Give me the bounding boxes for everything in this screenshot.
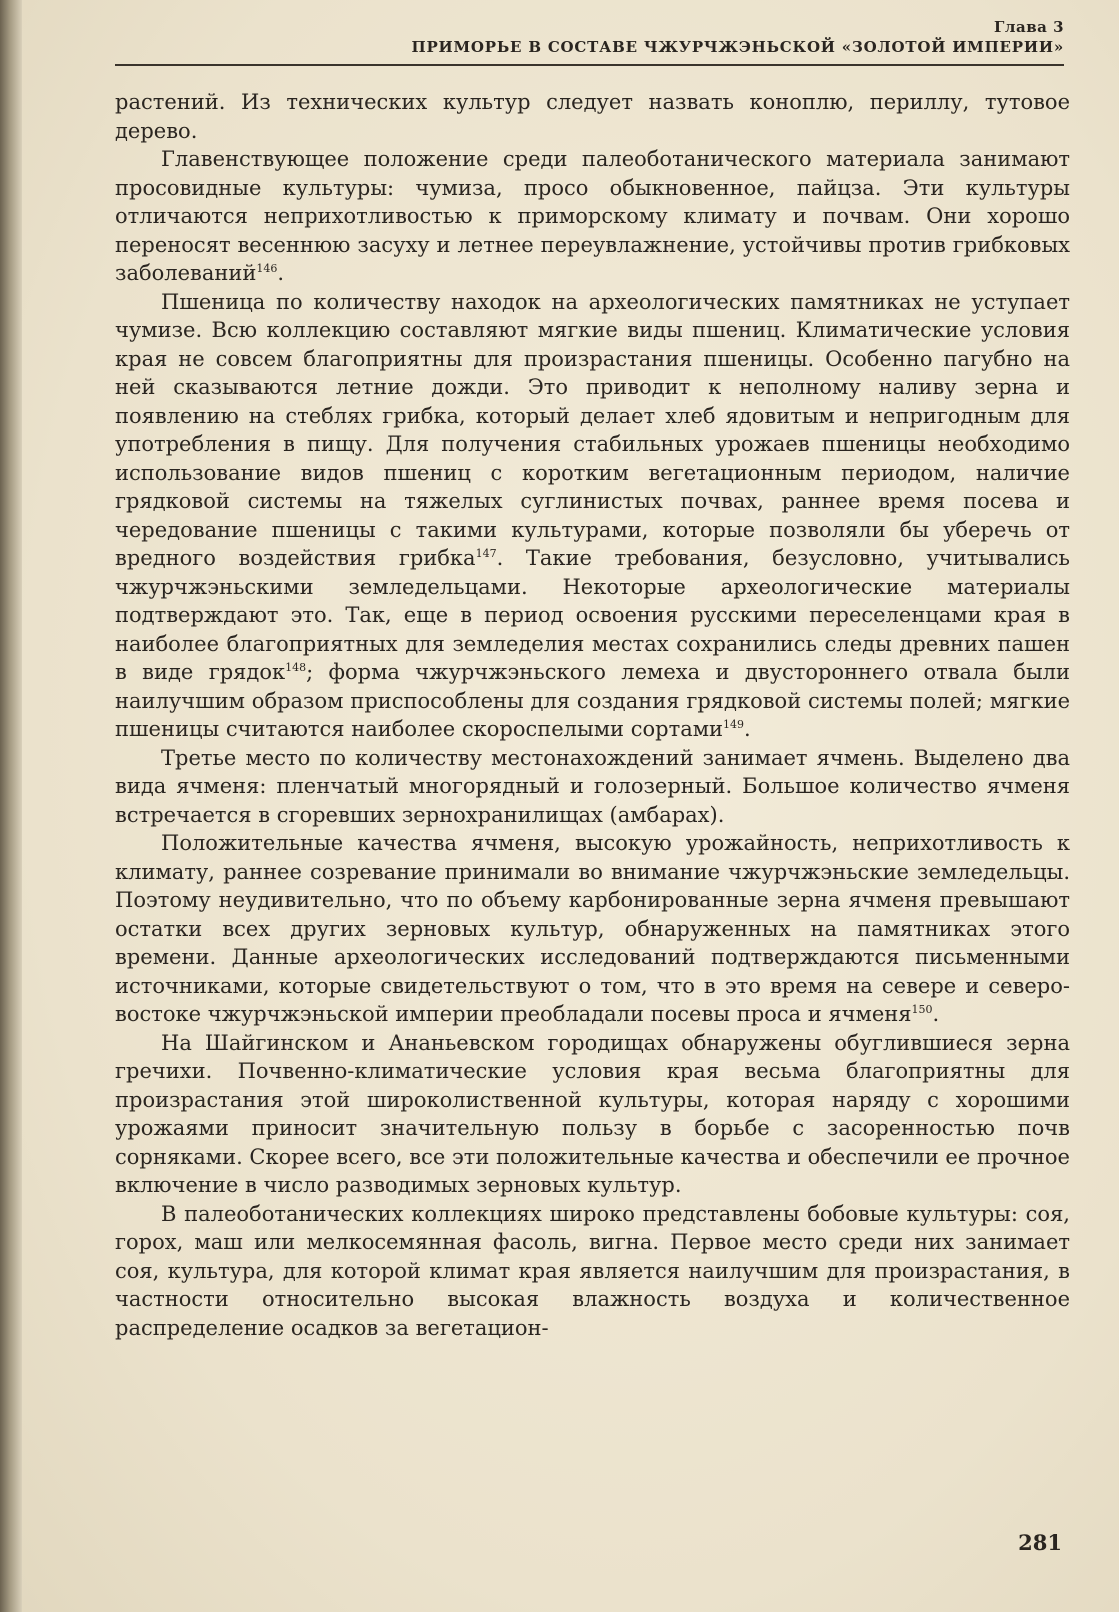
paragraph-2 [115,145,1070,288]
book-spine-shadow [0,0,22,1612]
paragraph-3-text-c: ; форма чжурчжэньского лемеха и двустороннего отвала были наилучшим образом приспособлены для создания грядковой системы полей; мягкие пшеницы считаются наиболее скороспелыми сортами [115,660,1070,741]
running-title: ПРИМОРЬЕ В СОСТАВЕ ЧЖУРЧЖЭНЬСКОЙ «ЗОЛОТОЙ ИМПЕРИИ» [411,38,1064,56]
paragraph-7-text: В палеоботанических коллекциях широко представлены бобовые культуры: соя, горох, маш или мелкосемянная фасоль, вигна. Первое место среди них занимает соя, культура, для которой климат края является наилучшим для произрастания, в частности относительно высокая влажность воздуха и количественное распределение осадков за вегетацион- [115,1201,1070,1340]
footnote-ref-146: 146 [256,262,278,275]
paragraph-6-text: На Шайгинском и Ананьевском городищах обнаружены обуглившиеся зерна гречихи. Почвенно-климатические условия края весьма благоприятны для произрастания этой широколиственной культуры, которая наряду с хорошими урожаями приносит значительную пользу в борьбе с засоренностью почв сорняками. Скорее всего, все эти положительные качества и обеспечили ее прочное включение в число разводимых зерновых культур. [115,1030,1070,1197]
footnote-ref-147: 147 [475,547,497,560]
paragraph-3-text-d: . [744,717,751,741]
paragraph-3-text-b: . Такие требования, безусловно, учитывались чжурчжэньскими земледельцами. Некоторые археологические материалы подтверждают это. Так, еще в период освоения русскими переселенцами края в наиболее благоприятных для земледелия местах сохранились следы древних пашен в виде грядок [115,546,1070,684]
footnote-ref-149: 149 [723,718,745,731]
body-text [115,88,1070,1342]
paragraph-7 [115,1200,1070,1343]
paragraph-2-text: Главенствующее положение среди палеоботанического материала занимают просовидные культуры: чумиза, просо обыкновенное, пайцза. Эти культуры отличаются неприхотливостью к приморскому климату и почвам. Они хорошо переносят весеннюю засуху и летнее переувлажнение, устойчивы против грибковых заболеваний [115,147,1070,285]
paragraph-4 [115,744,1070,830]
page-header [115,18,1064,68]
paragraph-5-text: Положительные качества ячменя, высокую урожайность, неприхотливость к климату, раннее созревание принимали во внимание чжурчжэньские земледельцы. Поэтому неудивительно, что по объему карбонированные зерна ячменя превышают остатки всех других зерновых культур, обнаруженных на памятниках этого времени. Данные археологических исследований подтверждаются письменными источниками, которые свидетельствуют о том, что в это время на севере и северо-востоке чжурчжэньской империи преобладали посевы проса и ячменя [115,831,1070,1026]
paragraph-4-text: Третье место по количеству местонахождений занимает ячмень. Выделено два вида ячменя: пленчатый многорядный и голозерный. Большое количество ячменя встречается в сгоревших зернохранилищах (амбарах). [115,745,1070,827]
paragraph-1-text: растений. Из технических культур следует назвать коноплю, периллу, тутовое дерево. [115,90,1070,143]
paragraph-1 [115,88,1070,145]
page-number: 281 [1018,1530,1062,1555]
paragraph-3 [115,288,1070,744]
paragraph-5-end: . [932,1002,940,1026]
chapter-label: Глава 3 [994,18,1064,36]
paragraph-3-text-a: Пшеница по количеству находок на археологических памятниках не уступает чумизе. Всю коллекцию составляют мягкие виды пшениц. Климатические условия края не совсем благоприятны для произрастания пшеницы. Особенно пагубно на ней сказываются летние дожди. Это приводит к неполному наливу зерна и появлению на стеблях грибка, который делает хлеб ядовитым и непригодным для употребления в пищу. Для получения стабильных урожаев пшеницы необходимо использование видов пшениц с коротким вегетационным периодом, наличие грядковой системы на тяжелых суглинистых почвах, раннее время посева и чередование пшеницы с такими культурами, которые позволяли бы уберечь от вредного воздействия грибка [115,289,1070,570]
header-rule [115,64,1064,66]
footnote-ref-150: 150 [911,1003,933,1016]
footnote-ref-148: 148 [285,661,307,674]
paragraph-6 [115,1029,1070,1200]
paragraph-2-end: . [277,261,285,285]
paragraph-5 [115,829,1070,1029]
